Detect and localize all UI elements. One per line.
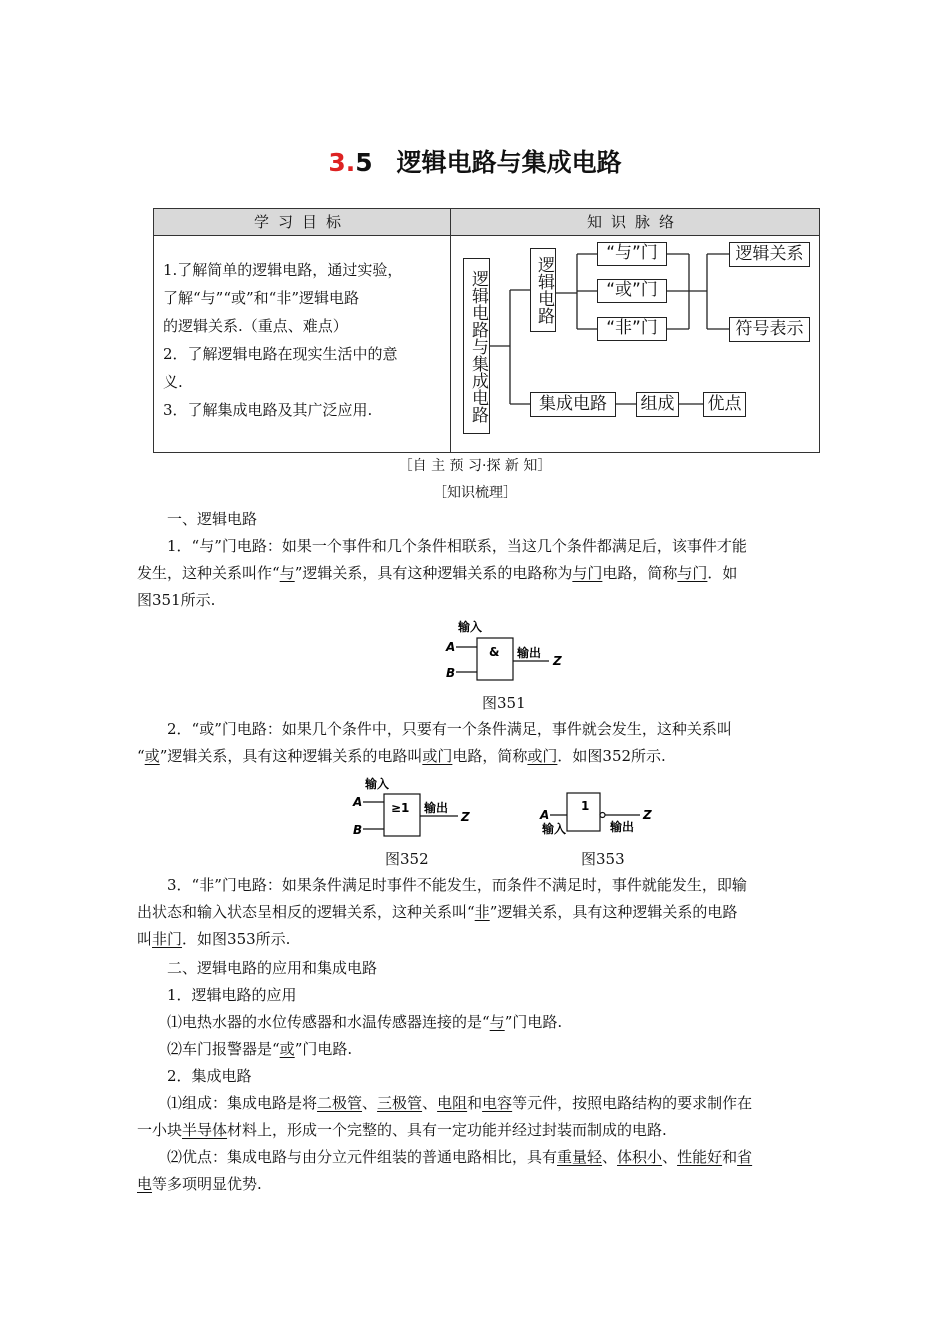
blank-answer: 三极管 — [377, 1094, 423, 1112]
page-title — [0, 143, 950, 179]
goal-line: 义. — [163, 373, 183, 391]
subsection-heading: 2．集成电路 — [167, 1067, 252, 1085]
mindmap-not-gate: “非”门 — [597, 317, 667, 341]
section-heading: 一、逻辑电路 — [167, 510, 258, 528]
header-learning-goals: 学习目标 — [154, 209, 451, 236]
paragraph-line: 2．“或”门电路：如果几个条件中，只要有一个条件满足，事件就会发生，这种关系叫 — [167, 720, 732, 738]
blank-answer: 半导体 — [182, 1121, 228, 1139]
paragraph-line: 3．“非”门电路：如果条件满足时事件不能发生，而条件不满足时，事件就能发生，即输 — [167, 876, 747, 894]
blank-answer: 与门 — [572, 564, 603, 582]
paragraph-line: 发生，这种关系叫作“与”逻辑关系，具有这种逻辑关系的电路称为与门电路，简称与门．如 — [137, 564, 738, 582]
section-logic-circuits — [137, 506, 837, 614]
fig352-input-a: A — [353, 795, 363, 809]
mindmap-composition: 组成 — [636, 392, 679, 417]
fig351-input-a: A — [446, 640, 456, 654]
mindmap-logic-relation: 逻辑关系 — [729, 242, 810, 267]
blank-answer: 或门 — [527, 747, 558, 765]
goal-line: 3．了解集成电路及其广泛应用. — [163, 401, 373, 419]
figure-or-gate — [347, 774, 487, 842]
blank-answer: 省 — [737, 1148, 753, 1166]
mindmap-or-gate: “或”门 — [597, 279, 667, 303]
fig352-caption: 图352 — [385, 850, 429, 868]
blank-answer: 或 — [279, 1040, 295, 1058]
fig353-caption: 图353 — [581, 850, 625, 868]
paragraph-line: “或”逻辑关系，具有这种逻辑关系的电路叫或门电路，简称或门．如图352所示. — [137, 747, 666, 765]
blank-answer: 电 — [137, 1175, 153, 1193]
paragraph-line: 图351所示. — [137, 591, 216, 609]
paragraph-line: ⑴电热水器的水位传感器和水温传感器连接的是“与”门电路. — [167, 1013, 563, 1031]
paragraph-line: 出状态和输入状态呈相反的逻辑关系，这种关系叫“非”逻辑关系，具有这种逻辑关系的电路 — [137, 903, 738, 921]
not-gate-paragraph — [137, 872, 837, 953]
blank-answer: 电阻 — [437, 1094, 468, 1112]
header-knowledge-map: 知识脉络 — [451, 209, 819, 236]
fig352-output-label: 输出 — [424, 801, 449, 815]
goal-line: 1.了解简单的逻辑电路，通过实验， — [163, 261, 403, 279]
paragraph-line: 1．“与”门电路：如果一个事件和几个条件相联系，当这几个条件都满足后，该事件才能 — [167, 537, 747, 555]
fig351-caption: 图351 — [482, 694, 526, 712]
fig351-output-z: Z — [553, 654, 562, 668]
blank-answer: 与 — [489, 1013, 505, 1031]
section-number: 5 — [355, 148, 373, 177]
knowledge-banner: ［知识梳理］ — [433, 485, 517, 501]
paragraph-line: ⑴组成：集成电路是将二极管、三极管、电阻和电容等元件，按照电路结构的要求制作在 — [167, 1094, 753, 1112]
blank-answer: 电容 — [482, 1094, 513, 1112]
blank-answer: 或 — [144, 747, 160, 765]
blank-answer: 非门 — [152, 930, 183, 948]
blank-answer: 重量轻 — [557, 1148, 603, 1166]
goal-line: 了解“与”“或”和“非”逻辑电路 — [163, 289, 360, 307]
fig352-input-label: 输入 — [365, 777, 390, 791]
paragraph-line: 电等多项明显优势. — [137, 1175, 262, 1193]
fig352-input-b: B — [353, 823, 363, 837]
mindmap-and-gate: “与”门 — [597, 242, 667, 266]
blank-answer: 体积小 — [617, 1148, 663, 1166]
figure-and-gate — [440, 618, 580, 686]
goal-line: 的逻辑关系.（重点、难点） — [163, 317, 348, 335]
blank-answer: 二极管 — [317, 1094, 363, 1112]
table-divider — [450, 209, 451, 452]
mindmap-ic: 集成电路 — [530, 392, 616, 417]
goal-line: 2．了解逻辑电路在现实生活中的意 — [163, 345, 398, 363]
blank-answer: 非 — [474, 903, 490, 921]
blank-answer: 性能好 — [677, 1148, 723, 1166]
section-name: 逻辑电路与集成电路 — [396, 148, 622, 177]
blank-answer: 与门 — [677, 564, 708, 582]
fig353-symbol: 1 — [581, 799, 590, 813]
fig351-symbol: & — [489, 645, 500, 659]
fig353-input-a: A — [540, 808, 550, 822]
fig352-symbol: ≥1 — [391, 801, 410, 815]
fig353-input-label: 输入 — [542, 822, 567, 836]
mindmap-root: 逻辑电路与集成电路 — [463, 258, 490, 434]
section-applications — [137, 955, 837, 1198]
mindmap-symbol: 符号表示 — [729, 317, 810, 342]
learning-goals — [163, 256, 443, 424]
paragraph-line: ⑵优点：集成电路与由分立元件组装的普通电路相比，具有重量轻、体积小、性能好和省 — [167, 1148, 753, 1166]
fig353-output-label: 输出 — [610, 820, 635, 834]
fig351-input-label: 输入 — [458, 620, 483, 634]
mindmap-advantage: 优点 — [703, 392, 746, 417]
paragraph-line: ⑵车门报警器是“或”门电路. — [167, 1040, 353, 1058]
fig352-output-z: Z — [461, 810, 470, 824]
fig351-output-label: 输出 — [517, 646, 542, 660]
or-gate-paragraph — [137, 716, 837, 770]
section-heading: 二、逻辑电路的应用和集成电路 — [167, 959, 378, 977]
fig351-input-b: B — [446, 666, 456, 680]
paragraph-line: 一小块半导体材料上，形成一个完整的、具有一定功能并经过封装而制成的电路. — [137, 1121, 667, 1139]
preview-banner: ［自 主 预 习·探 新 知］ — [398, 458, 552, 474]
paragraph-line: 叫非门．如图353所示. — [137, 930, 291, 948]
blank-answer: 与 — [279, 564, 295, 582]
blank-answer: 或门 — [422, 747, 453, 765]
fig353-output-z: Z — [643, 808, 652, 822]
figure-not-gate — [536, 790, 661, 840]
section-number-prefix: 3. — [328, 148, 356, 177]
mindmap-logic-circuit: 逻辑电路 — [530, 248, 556, 332]
subsection-heading: 1．逻辑电路的应用 — [167, 986, 297, 1004]
